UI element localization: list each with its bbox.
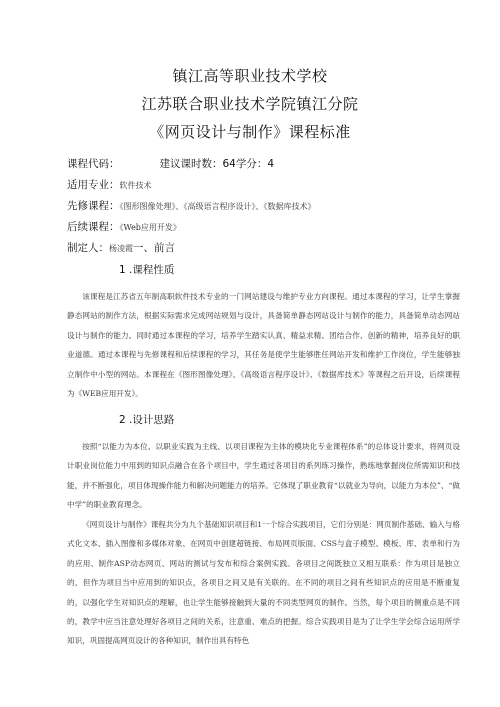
section-heading-design: 2 .设计思路 <box>119 414 175 426</box>
course-code-label: 课程代码： <box>67 158 120 170</box>
major-label: 适用专业： <box>67 179 120 191</box>
followup-label: 后续课程： <box>67 221 120 233</box>
meta-row-followup <box>67 217 467 238</box>
meta-row-code <box>67 154 467 175</box>
school-name: 镇江高等职业技术学校 <box>172 67 328 85</box>
meta-row-author <box>67 238 467 259</box>
author-label: 制定人： <box>67 242 109 254</box>
course-title: 《网页设计与制作》课程标准 <box>149 123 351 141</box>
course-hours-label: 建议课时数：64学分：4 <box>159 158 275 170</box>
section-paragraph-design-2: 《网页设计与制作》课程共分为九个基础知识项目和1一个综合实践项目，它们分别是：网页制作基础、输入与格式化文本、插入图像和多媒体对象、在网页中创建超链接、布局网页版面、CSS与盒子模型、模板、库、表单和行为的应用、制作ASP动态网页、网站的测试与发布和综合案例实践。各项目之间既独立又相互联系：作为项目是独立的，但作为项目当中应用到的知识点，各项目之间又是有关联的。在不同的项目之间有些知识点的应用是不断重复的，以强化学生对知识点的理解，也让学生能够接触到大量的不同类型网页的制作。当然，每个项目的侧重点是不同的，教学中应当注意处理好各项目之间的关系，注意重、难点的把握。综合实践项目是为了让学生学会综合运用所学知识，巩固提高网页设计的各种知识，制作出具有特色 <box>67 520 460 646</box>
section-paragraph-design-1: 按照“以能力为本位、以职业实践为主线、以项目课程为主体的模块化专业课程体系”的总体设计要求，将网页设计职业岗位能力中用到的知识点融合在各个项目中，学生通过各项目的系列练习操作，熟练地掌握岗位所需知识和技能，并不断强化，项目体现操作能力和解决问题能力的培养。它体现了职业教育“以就业为导向，以能力为本位”、“做中学”的职业教育理念。 <box>67 442 460 510</box>
prereq-value: 《图形图像处理》、《高级语言程序设计》、《数据库技术》 <box>119 202 316 211</box>
section-heading-nature: 1 .课程性质 <box>119 264 175 276</box>
followup-value: 《Web应用开发》 <box>119 223 181 232</box>
course-meta <box>67 154 467 259</box>
major-value: 软件技术 <box>119 181 152 190</box>
preface-heading: 一、前言 <box>133 242 175 254</box>
meta-row-major <box>67 175 467 196</box>
section-paragraph-nature: 该课程是江苏省五年制高职软件技术专业的一门网站建设与维护专业方向课程。通过本课程的学习，让学生掌握静态网站的制作方法，根据实际需求完成网站规划与设计，具备简单静态网站设计与制作的能力，具备简单动态网站设计与制作的能力。同时通过本课程的学习，培养学生踏实认真、精益求精、团结合作、创新的精神，培养良好的职业道德。通过本课程与先修课程和后续课程的学习，其任务是使学生能够胜任网站开发和维护工作岗位，学生能够独立制作中小型的网站。本课程在《图形图像处理》、《高级语言程序设计》、《数据库技术》等课程之后开设，后续课程为《WEB应用开发》。 <box>67 292 460 399</box>
branch-name: 江苏联合职业技术学院镇江分院 <box>141 95 359 113</box>
prereq-label: 先修课程： <box>67 200 120 212</box>
author-name: 杨凌霞 <box>109 244 133 253</box>
document-header <box>0 62 500 146</box>
meta-row-prereq <box>67 196 467 217</box>
